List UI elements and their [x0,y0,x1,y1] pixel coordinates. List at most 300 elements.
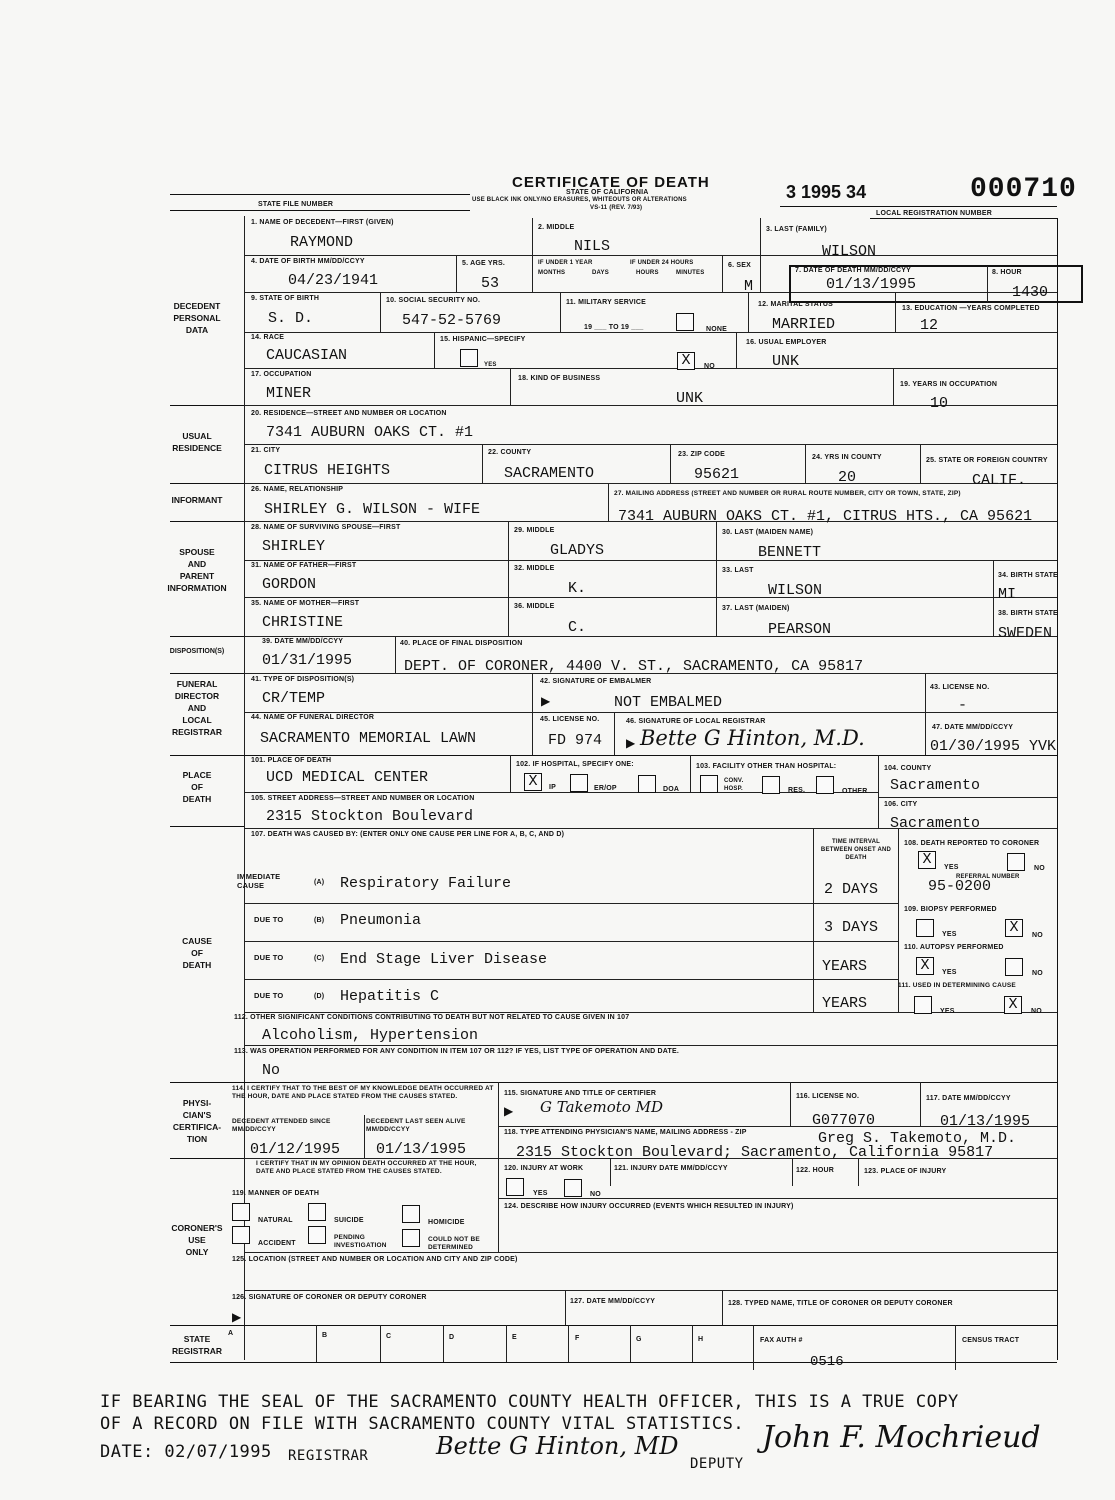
label-funeral-director: 44. NAME OF FUNERAL DIRECTOR [251,714,375,721]
label-used-yes: YES [940,1008,955,1015]
row-6 [244,444,1057,445]
divider-spouse [170,521,244,522]
label-spouse-first: 28. NAME OF SURVIVING SPOUSE—FIRST [251,524,401,531]
vr-a [316,1325,317,1362]
military-none-checkbox[interactable] [676,313,694,331]
label-cause-d: (D) [314,993,325,1000]
residence-county: SACRAMENTO [504,465,595,482]
label-mailing-address: 27. MAILING ADDRESS (STREET AND NUMBER OR RURAL ROUTE NUMBER, CITY OR TOWN, STATE, ZIP) [614,490,961,497]
fax-auth-number: 0516 [810,1354,844,1370]
label-license-116: 116. LICENSE NO. [796,1093,860,1100]
referral-number: 95-0200 [928,878,992,895]
label-operation: 113. WAS OPERATION PERFORMED FOR ANY CONDITION IN ITEM 107 OR 112? IF YES, LIST TYPE OF OPERATION AND DATE. [234,1048,679,1055]
accident-checkbox[interactable] [232,1226,250,1244]
row-7 [244,483,1057,484]
vd-36 [792,1158,793,1186]
label-mother-birth: 38. BIRTH STATE [998,610,1058,617]
dob: 04/23/1941 [288,272,379,289]
section-spouse-parent: SPOUSE AND PARENT INFORMATION [167,547,227,593]
label-attended-since: DECEDENT ATTENDED SINCE MM/DD/CCYY [232,1118,331,1133]
label-street-address: 105. STREET ADDRESS—STREET AND NUMBER OR LOCATION [251,795,475,802]
physician-license: G077070 [812,1112,876,1129]
residence-street: 7341 AUBURN OAKS CT. #1 [266,424,474,441]
label-conv: CONV. [724,778,744,784]
form-number: VS-11 (REV. 7/93) [590,205,643,211]
registrar-letter-b: B [322,1332,328,1339]
divider-disposition [170,636,244,637]
res-checkbox[interactable] [762,776,780,794]
footer-date: DATE: 02/07/1995 [100,1442,272,1462]
vd-41 [955,1325,956,1370]
top-border-right [780,206,1057,207]
vr-d [506,1325,507,1362]
registrar-letter-f: F [575,1335,580,1342]
mother-last-name: PEARSON [768,621,832,638]
vd-7 [748,292,749,332]
hispanic-no-checkbox[interactable]: X [677,352,695,370]
interval-b: 3 DAYS [824,919,879,936]
doa-checkbox[interactable] [638,775,656,793]
ip-checkbox[interactable]: X [524,773,542,791]
physician-address: 2315 Stockton Boulevard; Sacramento, California 95817 [516,1144,994,1161]
label-coroner-no: NO [1034,865,1045,872]
father-birth-state: MI [998,586,1017,603]
local-registration-label: LOCAL REGISTRATION NUMBER [876,210,992,217]
label-suicide: SUICIDE [334,1217,364,1224]
death-street-address: 2315 Stockton Boulevard [266,808,474,825]
label-military: 11. MILITARY SERVICE [566,299,646,306]
section-state-registrar: STATE REGISTRAR [171,1334,223,1356]
label-injury-date: 121. INJURY DATE MM/DD/CCYY [614,1165,728,1172]
label-used-in-cause: 111. USED IN DETERMINING CAUSE [898,982,1016,989]
label-state-of-birth: 9. STATE OF BIRTH [251,295,320,302]
label-natural: NATURAL [258,1217,293,1224]
label-undetermined: COULD NOT BE DETERMINED [428,1236,480,1251]
attended-since: 01/12/1995 [250,1141,341,1158]
label-due-to-c: DUE TO [254,953,284,962]
label-other-conditions: 112. OTHER SIGNIFICANT CONDITIONS CONTRIBUTING TO DEATH BUT NOT RELATED TO CAUSE GIVEN IN 107 [234,1014,630,1021]
vd-2 [760,218,761,292]
label-city: 21. CITY [251,447,281,454]
autopsy-yes-checkbox[interactable]: X [916,957,934,975]
father-middle-name: K. [568,580,587,597]
certifier-arrow-icon: ▶ [504,1104,514,1118]
row-1 [244,255,1057,256]
label-date-47: 47. DATE MM/DD/CCYY [932,724,1014,731]
label-county: 22. COUNTY [488,449,532,456]
section-informant: INFORMANT [171,495,223,505]
label-under-1-year: IF UNDER 1 YEAR [538,260,593,266]
vd-16 [920,444,921,483]
label-biopsy-yes: YES [942,931,957,938]
hispanic-yes-checkbox[interactable] [460,349,478,367]
label-years-occupation: 19. YEARS IN OCCUPATION [900,381,998,388]
label-disposition-place: 40. PLACE OF FINAL DISPOSITION [400,640,523,647]
label-fax-auth: FAX AUTH # [760,1337,803,1344]
label-yrs-county: 24. YRS IN COUNTY [812,454,882,461]
middle-name: NILS [574,238,611,255]
injury-work-yes-checkbox[interactable] [506,1178,524,1196]
label-certify-114: 114. I CERTIFY THAT TO THE BEST OF MY KNOWLEDGE DEATH OCCURRED AT THE HOUR, DATE AND PLACE STATED FROM THE CAUSES STATED. [232,1085,494,1100]
yrs-in-county: 20 [838,469,857,486]
label-coroner-reported: 108. DEATH REPORTED TO CORONER [904,840,1040,847]
frame-left [244,216,245,1360]
label-physician-name: 118. TYPE ATTENDING PHYSICIAN'S NAME, MAILING ADDRESS - ZIP [504,1129,747,1136]
label-cause-c: (C) [314,955,325,962]
section-disposition: DISPOSITION(S) [169,648,225,655]
ink-instructions: USE BLACK INK ONLY/NO ERASURES, WHITEOUTS OR ALTERATIONS [472,197,687,203]
label-cause-107: 107. DEATH WAS CAUSED BY: (ENTER ONLY ONE CAUSE PER LINE FOR A, B, C, AND D) [251,831,565,838]
state-file-number: 3 1995 34 [786,182,867,202]
certificate-title: CERTIFICATE OF DEATH [512,174,710,191]
label-other: OTHER [842,788,868,795]
label-mother-last: 37. LAST (MAIDEN) [722,605,790,612]
section-funeral: FUNERAL DIRECTOR AND LOCAL REGISTRAR [171,679,223,737]
vd-37 [858,1158,859,1186]
label-biopsy-no: NO [1032,932,1043,939]
disposition-place: DEPT. OF CORONER, 4400 V. ST., SACRAMENTO, CA 95817 [404,658,864,675]
frame-right [1057,218,1058,1360]
label-pending: PENDING INVESTIGATION [334,1234,387,1249]
label-ssn: 10. SOCIAL SECURITY NO. [386,297,481,304]
vd-3 [456,255,457,292]
vd-24 [614,712,615,755]
footer-deputy-label: DEPUTY [690,1456,744,1472]
label-father-middle: 32. MIDDLE [514,565,555,572]
footer-registrar-label: REGISTRAR [288,1448,369,1464]
disposition-type: CR/TEMP [262,690,326,707]
section-coroner: CORONER'S USE ONLY [171,1223,223,1257]
registrar-letter-d: D [449,1334,455,1341]
vd-39 [722,1290,723,1325]
label-hospital: 102. IF HOSPITAL, SPECIFY ONE: [516,761,634,768]
vd-10 [736,332,737,368]
used-no-checkbox[interactable]: X [1004,996,1022,1014]
label-cause-a: (A) [314,879,325,886]
divider-bottom [170,1362,1057,1363]
informant-mailing-address: 7341 AUBURN OAKS CT. #1, CITRUS HTS., CA 95621 [618,508,1033,525]
vd-38 [565,1290,566,1325]
label-occupation: 17. OCCUPATION [251,371,312,378]
divider-physician [170,1082,1057,1083]
label-sex: 6. SEX [728,262,751,269]
coroner-yes-checkbox[interactable]: X [918,851,936,869]
label-months: MONTHS [538,270,566,276]
cause-d: Hepatitis C [340,988,440,1005]
label-coroner-yes: YES [944,864,959,871]
row-cause-b [244,941,898,942]
label-age: 5. AGE YRS. [462,260,506,267]
footer-deputy-signature: John F. Mochrieud [762,1420,1041,1455]
section-cause-of-death: CAUSE OF DEATH [182,936,212,970]
label-father-birth: 34. BIRTH STATE [998,572,1058,579]
label-location-125: 125. LOCATION (STREET AND NUMBER OR LOCATION AND CITY AND ZIP CODE) [232,1256,518,1263]
label-hours: HOURS [636,270,659,276]
vd-19 [716,521,717,636]
label-business: 18. KIND OF BUSINESS [518,375,601,382]
label-immediate-cause: IMMEDIATE CAUSE [237,872,281,890]
label-time-interval: TIME INTERVAL BETWEEN ONSET AND DEATH [820,839,892,861]
row-14 [244,792,878,793]
label-zip: 23. ZIP CODE [678,451,726,458]
natural-checkbox[interactable] [232,1203,250,1221]
row-22 [244,1290,1057,1291]
vd-34 [498,1158,499,1252]
label-middle-name: 2. MIDDLE [538,224,575,231]
vr-g [692,1325,693,1362]
other-checkbox[interactable] [816,776,834,794]
father-first-name: GORDON [262,576,317,593]
biopsy-no-checkbox[interactable]: X [1005,919,1023,937]
row-cause-c [244,979,898,980]
death-county: Sacramento [890,777,981,794]
interval-d: YEARS [822,995,868,1012]
suicide-checkbox[interactable] [308,1203,326,1221]
label-injury-hour: 122. HOUR [796,1167,834,1174]
vd-hour [987,266,988,302]
mother-first-name: CHRISTINE [262,614,344,631]
registrar-letter-c: C [386,1333,392,1340]
residence-state: CALIF. [972,472,1027,489]
homicide-checkbox[interactable] [402,1205,420,1223]
label-autopsy: 110. AUTOPSY PERFORMED [904,944,1004,951]
occupation: MINER [266,385,312,402]
section-usual-residence: USUAL RESIDENCE [172,431,222,453]
vd-5 [380,292,381,332]
label-coroner-date: 127. DATE MM/DD/CCYY [570,1298,656,1305]
father-last-name: WILSON [768,582,823,599]
vd-33 [364,1115,365,1158]
label-military-to: 19 ___ TO 19 ___ [584,324,644,331]
residence-zip: 95621 [694,466,740,483]
divider-place [170,755,1057,756]
vd-13 [482,444,483,483]
ssn: 547-52-5769 [402,312,502,329]
vd-15 [805,444,806,483]
footer-registrar-signature: Bette G Hinton, MD [436,1432,679,1460]
spouse-first-name: SHIRLEY [262,538,326,555]
state-file-label: STATE FILE NUMBER [258,201,334,208]
er-op-checkbox[interactable] [570,774,588,792]
license-43: - [958,697,968,714]
undetermined-checkbox[interactable] [402,1229,420,1247]
label-autopsy-yes: YES [942,969,957,976]
label-residence: 20. RESIDENCE—STREET AND NUMBER OR LOCATION [251,410,447,417]
vd-1 [532,218,533,292]
state-subtitle: STATE OF CALIFORNIA [566,189,649,196]
row-cause-a [244,903,898,904]
footer-line-1: IF BEARING THE SEAL OF THE SACRAMENTO COUNTY HEALTH OFFICER, THIS IS A TRUE COPY [100,1392,959,1412]
vd-18 [508,521,509,636]
label-spouse-middle: 29. MIDDLE [514,527,555,534]
row-21 [244,1252,1057,1253]
section-decedent: DECEDENT PERSONAL DATA [173,301,221,335]
label-license-43: 43. LICENSE NO. [930,684,990,691]
place-of-death: UCD MEDICAL CENTER [266,769,429,786]
row-15 [878,797,1057,798]
label-under-24-hours: IF UNDER 24 HOURS [630,260,694,266]
physician-name: Greg S. Takemoto, M.D. [818,1130,1017,1147]
label-census-tract: CENSUS TRACT [962,1337,1020,1344]
header-bottom [170,210,470,211]
informant-name: SHIRLEY G. WILSON - WIFE [264,501,481,518]
label-facility: 103. FACILITY OTHER THAN HOSPITAL: [696,763,837,770]
local-registrar-signature: Bette G Hinton, M.D. [640,726,865,750]
label-due-to-b: DUE TO [254,915,284,924]
label-hour: 8. HOUR [992,269,1022,276]
label-coroner-name: 128. TYPED NAME, TITLE OF CORONER OR DEPUTY CORONER [728,1300,953,1307]
vd-23 [925,673,926,755]
sex: M [744,278,754,295]
label-informant: 26. NAME, RELATIONSHIP [251,486,344,493]
label-education: 13. EDUCATION —YEARS COMPLETED [902,305,1040,312]
conv-hosp-checkbox[interactable] [700,775,718,793]
vd-22 [532,673,533,755]
label-due-to-d: DUE TO [254,991,284,1000]
vd-30 [498,1082,499,1158]
pending-checkbox[interactable] [308,1226,326,1244]
divider-funeral [170,673,244,674]
disposition-date: 01/31/1995 [262,652,353,669]
embalmer-signature: NOT EMBALMED [614,694,723,711]
label-hispanic: 15. HISPANIC—SPECIFY [440,336,526,343]
funeral-director: SACRAMENTO MEMORIAL LAWN [260,730,477,747]
label-first-name: 1. NAME OF DECEDENT—FIRST (GIVEN) [251,219,394,226]
row-18 [244,1045,1057,1046]
years-in-occupation: 10 [930,395,949,412]
row-10 [244,597,1057,598]
last-seen-alive: 01/13/1995 [376,1141,467,1158]
label-er-op: ER/OP [594,785,617,792]
race: CAUCASIAN [266,347,348,364]
registrar-letter-e: E [512,1334,517,1341]
death-city: Sacramento [890,815,981,832]
label-days: DAYS [592,270,609,276]
spouse-middle-name: GLADYS [550,542,605,559]
vd-11 [510,368,511,405]
cause-a: Respiratory Failure [340,875,512,892]
autopsy-no-checkbox[interactable] [1005,958,1023,976]
label-autopsy-no: NO [1032,970,1043,977]
label-dob: 4. DATE OF BIRTH MM/DD/CCYY [251,258,365,265]
vd-4 [722,255,723,292]
label-injury-no: NO [590,1191,601,1198]
label-used-no: NO [1031,1008,1042,1015]
used-yes-checkbox[interactable] [914,996,932,1014]
label-date-117: 117. DATE MM/DD/CCYY [926,1095,1011,1102]
age: 53 [481,275,500,292]
label-none: NONE [706,326,728,333]
last-name: WILSON [822,243,877,260]
coroner-arrow-icon: ▶ [232,1310,242,1324]
vd-31 [790,1082,791,1126]
label-doa: DOA [663,786,680,793]
certification-date: 01/13/1995 [940,1113,1031,1130]
residence-city: CITRUS HEIGHTS [264,462,391,479]
mother-middle-name: C. [568,619,587,636]
employer: UNK [772,353,800,370]
date-of-death: 01/13/1995 [826,276,917,293]
label-employer: 16. USUAL EMPLOYER [746,339,827,346]
row-17 [244,1012,1057,1013]
label-disposition-date: 39. DATE MM/DD/CCYY [262,638,344,645]
label-res: RES. [788,787,806,794]
row-13 [244,712,1057,713]
label-death-county: 104. COUNTY [884,765,932,772]
label-hispanic-yes: YES [484,362,497,368]
operation: No [262,1062,281,1079]
registrar-letter-h: H [698,1336,704,1343]
vd-20 [993,560,994,636]
label-place-of-death: 101. PLACE OF DEATH [251,757,332,764]
vd-12 [893,368,894,405]
label-license-45: 45. LICENSE NO. [540,716,600,723]
label-injury-at-work: 120. INJURY AT WORK [504,1165,584,1172]
label-last-name: 3. LAST (FAMILY) [766,226,827,233]
label-registrar-signature: 46. SIGNATURE OF LOCAL REGISTRAR [626,718,766,725]
label-mother-first: 35. NAME OF MOTHER—FIRST [251,600,360,607]
vd-6 [560,292,561,332]
local-registration-number: 000710 [970,174,1077,205]
vr-e [568,1325,569,1362]
injury-work-no-checkbox[interactable] [564,1179,582,1197]
vd-28 [813,828,814,1012]
label-coroner-signature: 126. SIGNATURE OF CORONER OR DEPUTY CORONER [232,1294,427,1301]
top-border [170,194,470,195]
vd-27 [878,755,879,828]
row-11 [244,636,1057,637]
row-injury [498,1198,1057,1199]
registrar-letter-g: G [636,1336,642,1343]
label-coroner-certify: I CERTIFY THAT IN MY OPINION DEATH OCCURRED AT THE HOUR, DATE AND PLACE STATED FROM THE CAUSES STATED. [256,1160,477,1175]
state-of-birth: S. D. [268,310,314,327]
registrar-date: 01/30/1995 YVK [930,738,1057,755]
vr-f [630,1325,631,1362]
vd-21 [395,636,396,673]
label-disposition-type: 41. TYPE OF DISPOSITION(S) [251,676,355,683]
interval-a: 2 DAYS [824,881,879,898]
label-homicide: HOMICIDE [428,1219,465,1226]
section-physician: PHYSI- CIAN'S CERTIFICA- TION [172,1098,222,1144]
section-place-of-death: PLACE OF DEATH [182,770,212,804]
marital-status: MARRIED [772,316,836,333]
label-father-first: 31. NAME OF FATHER—FIRST [251,562,357,569]
label-race: 14. RACE [251,334,285,341]
label-dod: 7. DATE OF DEATH MM/DD/CCYY [795,267,911,274]
label-death-city: 106. CITY [884,801,918,808]
biopsy-yes-checkbox[interactable] [916,919,934,937]
divider-coroner [170,1158,244,1159]
vd-9 [434,332,435,368]
row-4 [244,368,1057,369]
other-conditions: Alcoholism, Hypertension [262,1027,479,1044]
vd-35 [610,1158,611,1186]
coroner-no-checkbox[interactable] [1007,853,1025,871]
label-ip: IP [549,784,557,791]
label-biopsy: 109. BIOPSY PERFORMED [904,906,997,913]
footer-line-2: OF A RECORD ON FILE WITH SACRAMENTO COUNTY VITAL STATISTICS. [100,1414,745,1434]
label-state-country: 25. STATE OR FOREIGN COUNTRY [926,457,1048,464]
embalmer-arrow-icon: ▶ [541,694,551,708]
label-cause-b: (B) [314,917,325,924]
label-referral: REFERRAL NUMBER [956,874,1020,880]
label-certifier-signature: 115. SIGNATURE AND TITLE OF CERTIFIER [504,1090,657,1097]
label-minutes: MINUTES [676,270,705,276]
label-accident: ACCIDENT [258,1240,296,1247]
vd-26 [690,755,691,792]
vd-25 [510,755,511,792]
header-bottom-right [870,218,1057,219]
